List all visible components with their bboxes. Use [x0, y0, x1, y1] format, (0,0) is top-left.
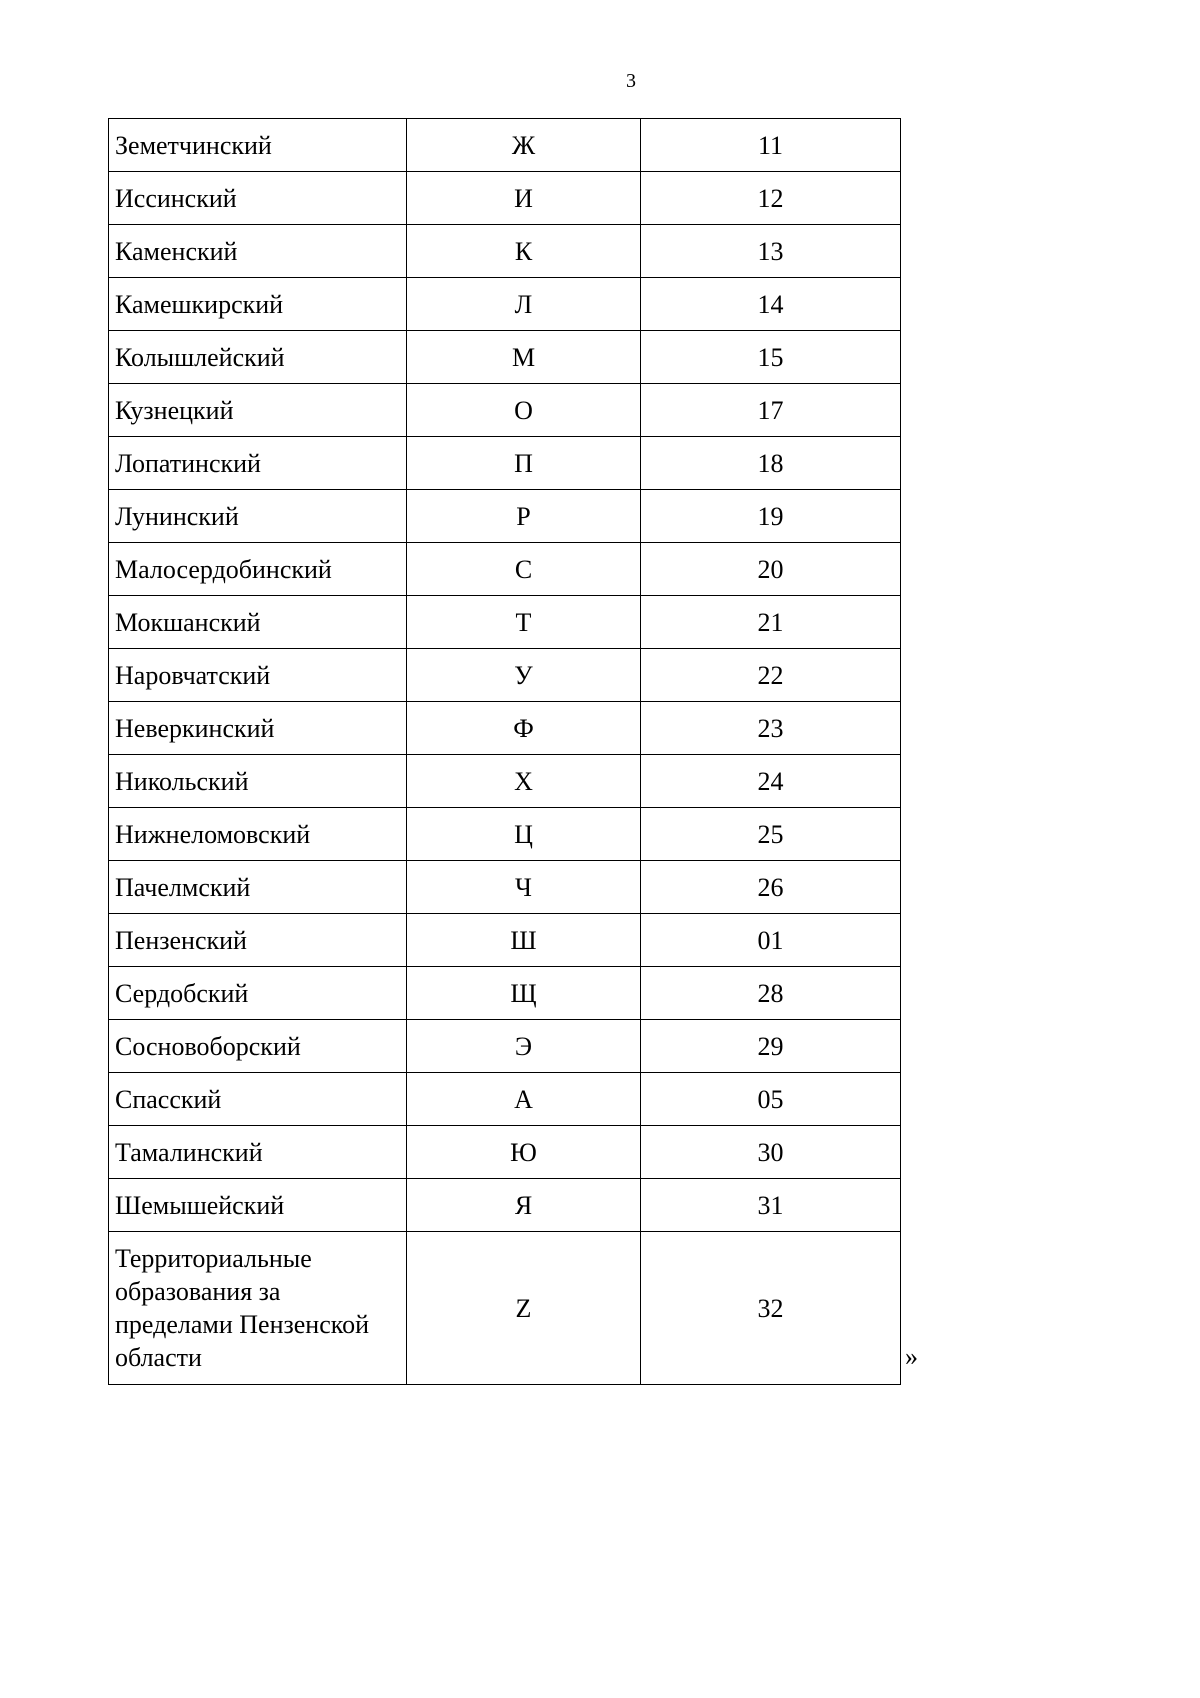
district-letter-cell: Ю	[407, 1126, 641, 1179]
district-number-cell: 29	[641, 1020, 901, 1073]
district-letter-cell: Ф	[407, 702, 641, 755]
district-letter-cell: Щ	[407, 967, 641, 1020]
district-name-cell: Колышлейский	[109, 331, 407, 384]
district-name-cell: Мокшанский	[109, 596, 407, 649]
district-number-cell: 30	[641, 1126, 901, 1179]
district-number-cell: 19	[641, 490, 901, 543]
table-row	[109, 1232, 901, 1385]
table-body	[109, 119, 901, 1385]
district-number-cell: 31	[641, 1179, 901, 1232]
table-row	[109, 278, 901, 331]
district-number-cell: 05	[641, 1073, 901, 1126]
table-row	[109, 1073, 901, 1126]
table-row	[109, 702, 901, 755]
district-name-cell: Лопатинский	[109, 437, 407, 490]
district-letter-cell: О	[407, 384, 641, 437]
district-letter-cell: П	[407, 437, 641, 490]
district-name-cell: Камешкирский	[109, 278, 407, 331]
district-name-cell: Территориальные образования за пределами Пензенской области	[109, 1232, 407, 1385]
table-row	[109, 1020, 901, 1073]
district-name-cell: Никольский	[109, 755, 407, 808]
district-letter-cell: Ц	[407, 808, 641, 861]
table-row	[109, 967, 901, 1020]
table-row	[109, 225, 901, 278]
district-number-cell: 01	[641, 914, 901, 967]
closing-quote-mark: »	[905, 1342, 918, 1371]
district-name-cell: Малосердобинский	[109, 543, 407, 596]
district-number-cell: 28	[641, 967, 901, 1020]
district-letter-cell: И	[407, 172, 641, 225]
district-name-cell: Наровчатский	[109, 649, 407, 702]
district-number-cell: 25	[641, 808, 901, 861]
district-number-cell: 22	[641, 649, 901, 702]
table-row	[109, 808, 901, 861]
district-letter-cell: Т	[407, 596, 641, 649]
table-row	[109, 861, 901, 914]
table-row	[109, 1179, 901, 1232]
table-row	[109, 331, 901, 384]
table-row	[109, 649, 901, 702]
table-row	[109, 755, 901, 808]
table-row	[109, 543, 901, 596]
district-number-cell: 24	[641, 755, 901, 808]
district-letter-cell: М	[407, 331, 641, 384]
district-letter-cell: К	[407, 225, 641, 278]
district-letter-cell: Ш	[407, 914, 641, 967]
district-name-cell: Пензенский	[109, 914, 407, 967]
district-number-cell: 15	[641, 331, 901, 384]
district-number-cell: 20	[641, 543, 901, 596]
table-row	[109, 490, 901, 543]
district-name-cell: Земетчинский	[109, 119, 407, 172]
district-name-cell: Иссинский	[109, 172, 407, 225]
district-number-cell: 14	[641, 278, 901, 331]
district-name-cell: Шемышейский	[109, 1179, 407, 1232]
district-name-cell: Пачелмский	[109, 861, 407, 914]
district-number-cell: 23	[641, 702, 901, 755]
district-number-cell: 32	[641, 1232, 901, 1385]
district-name-cell: Лунинский	[109, 490, 407, 543]
district-name-cell: Кузнецкий	[109, 384, 407, 437]
table-row	[109, 172, 901, 225]
district-letter-cell: Ч	[407, 861, 641, 914]
district-letter-cell: А	[407, 1073, 641, 1126]
table-row	[109, 914, 901, 967]
district-number-cell: 26	[641, 861, 901, 914]
table-row	[109, 384, 901, 437]
district-letter-cell: Р	[407, 490, 641, 543]
district-number-cell: 17	[641, 384, 901, 437]
district-number-cell: 11	[641, 119, 901, 172]
district-name-cell: Каменский	[109, 225, 407, 278]
district-number-cell: 21	[641, 596, 901, 649]
district-name-cell: Неверкинский	[109, 702, 407, 755]
district-name-cell: Сердобский	[109, 967, 407, 1020]
page-number: 3	[626, 70, 636, 92]
district-name-cell: Нижнеломовский	[109, 808, 407, 861]
district-name-cell: Сосновоборский	[109, 1020, 407, 1073]
district-letter-cell: Я	[407, 1179, 641, 1232]
district-letter-cell: Ж	[407, 119, 641, 172]
district-letter-cell: У	[407, 649, 641, 702]
table-row	[109, 596, 901, 649]
district-letter-cell: Z	[407, 1232, 641, 1385]
district-number-cell: 12	[641, 172, 901, 225]
district-name-cell: Спасский	[109, 1073, 407, 1126]
district-name-cell: Тамалинский	[109, 1126, 407, 1179]
district-letter-cell: Л	[407, 278, 641, 331]
district-letter-cell: Э	[407, 1020, 641, 1073]
table-row	[109, 119, 901, 172]
district-letter-cell: Х	[407, 755, 641, 808]
district-letter-cell: С	[407, 543, 641, 596]
district-number-cell: 18	[641, 437, 901, 490]
table-row	[109, 437, 901, 490]
table-row	[109, 1126, 901, 1179]
district-codes-table	[108, 118, 901, 1385]
district-number-cell: 13	[641, 225, 901, 278]
